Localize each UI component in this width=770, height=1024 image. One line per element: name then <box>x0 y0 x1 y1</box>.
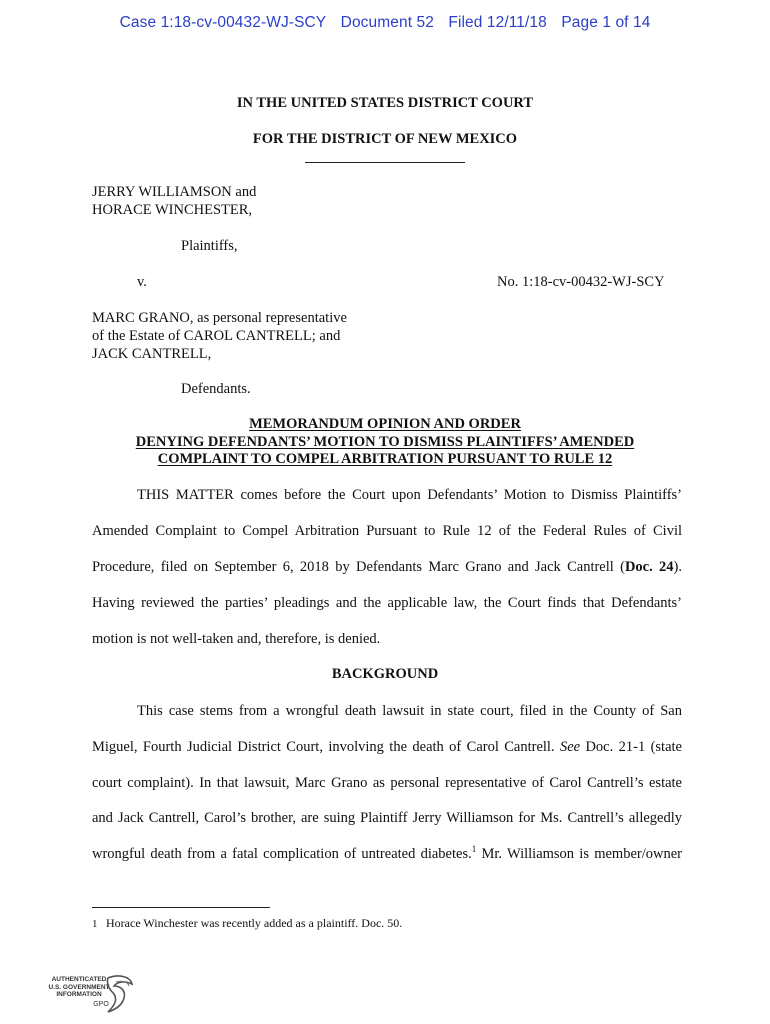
seal-line: AUTHENTICATED <box>51 976 107 983</box>
document-number-header: Document 52 <box>340 14 434 31</box>
caption-rule <box>305 162 465 163</box>
defendants-label: Defendants. <box>181 381 251 397</box>
gpo-authentication-seal <box>40 972 140 1016</box>
intro-paragraph-line <box>92 559 682 576</box>
background-text: Miguel, Fourth Judicial District Court, involving the death of Carol Cantrell. <box>92 739 560 755</box>
intro-paragraph-line: THIS MATTER comes before the Court upon Defendants’ Motion to Dismiss Plaintiffs’ <box>137 487 682 503</box>
intro-paragraph-line: Amended Complaint to Compel Arbitration Pursuant to Rule 12 of the Federal Rules of Civil <box>92 523 682 539</box>
footnote <box>92 916 402 931</box>
background-text: wrongful death from a fatal complication of untreated diabetes. <box>92 846 472 862</box>
background-text: Mr. Williamson is member/owner <box>476 846 682 862</box>
background-paragraph-line: court complaint). In that lawsuit, Marc Grano as personal representative of Carol Cantrell’s estate <box>92 775 682 791</box>
court-district: FOR THE DISTRICT OF NEW MEXICO <box>252 131 518 147</box>
intro-paragraph-line: motion is not well-taken and, therefore, is denied. <box>92 631 381 647</box>
versus-label: v. <box>137 274 147 290</box>
order-title <box>60 416 710 469</box>
footnote-text: Horace Winchester was recently added as a plaintiff. Doc. 50. <box>106 916 403 930</box>
court-name: IN THE UNITED STATES DISTRICT COURT <box>236 95 534 111</box>
docket-number: No. 1:18-cv-00432-WJ-SCY <box>497 274 665 290</box>
plaintiff-name: HORACE WINCHESTER, <box>92 202 253 218</box>
eagle-seal-icon <box>102 972 136 1014</box>
footnote-number: 1 <box>92 918 98 930</box>
order-title-line: COMPLAINT TO COMPEL ARBITRATION PURSUANT TO RULE 12 <box>157 451 613 467</box>
plaintiffs-label: Plaintiffs, <box>181 238 238 254</box>
background-paragraph-line <box>92 846 682 863</box>
intro-paragraph-line: Having reviewed the parties’ pleadings and the applicable law, the Court finds that Defendants’ <box>92 595 682 611</box>
intro-text: Procedure, filed on September 6, 2018 by Defendants Marc Grano and Jack Cantrell ( <box>92 559 625 575</box>
footnote-rule <box>92 907 270 908</box>
doc-citation: Doc. 24 <box>624 559 674 575</box>
seal-line: INFORMATION <box>56 991 102 998</box>
defendant-name: of the Estate of CAROL CANTRELL; and <box>92 328 341 344</box>
page-number-header: Page 1 of 14 <box>561 14 651 31</box>
footnote-marker[interactable]: 1 <box>471 844 477 854</box>
intro-text: ). <box>673 559 682 575</box>
defendant-name: MARC GRANO, as personal representative <box>92 310 347 326</box>
seal-line: U.S. GOVERNMENT <box>48 983 110 991</box>
seal-gpo-label: GPO <box>93 1001 109 1008</box>
background-paragraph-line: This case stems from a wrongful death lawsuit in state court, filed in the County of San <box>137 703 682 719</box>
case-number-header: Case 1:18-cv-00432-WJ-SCY <box>119 14 327 31</box>
background-paragraph-line: and Jack Cantrell, Carol’s brother, are suing Plaintiff Jerry Williamson for Ms. Cantrell’s allegedly <box>92 810 682 826</box>
background-text: Doc. 21-1 (state <box>580 739 682 755</box>
case-header <box>0 14 770 32</box>
see-signal: See <box>559 739 581 755</box>
order-title-line: MEMORANDUM OPINION AND ORDER <box>249 416 521 432</box>
defendant-name: JACK CANTRELL, <box>92 346 212 362</box>
background-paragraph-line <box>92 739 682 756</box>
plaintiff-name: JERRY WILLIAMSON and <box>92 184 257 200</box>
background-heading: BACKGROUND <box>331 666 439 682</box>
order-title-line: DENYING DEFENDANTS’ MOTION TO DISMISS PLAINTIFFS’ AMENDED <box>135 433 635 450</box>
filed-date-header: Filed 12/11/18 <box>448 14 547 31</box>
